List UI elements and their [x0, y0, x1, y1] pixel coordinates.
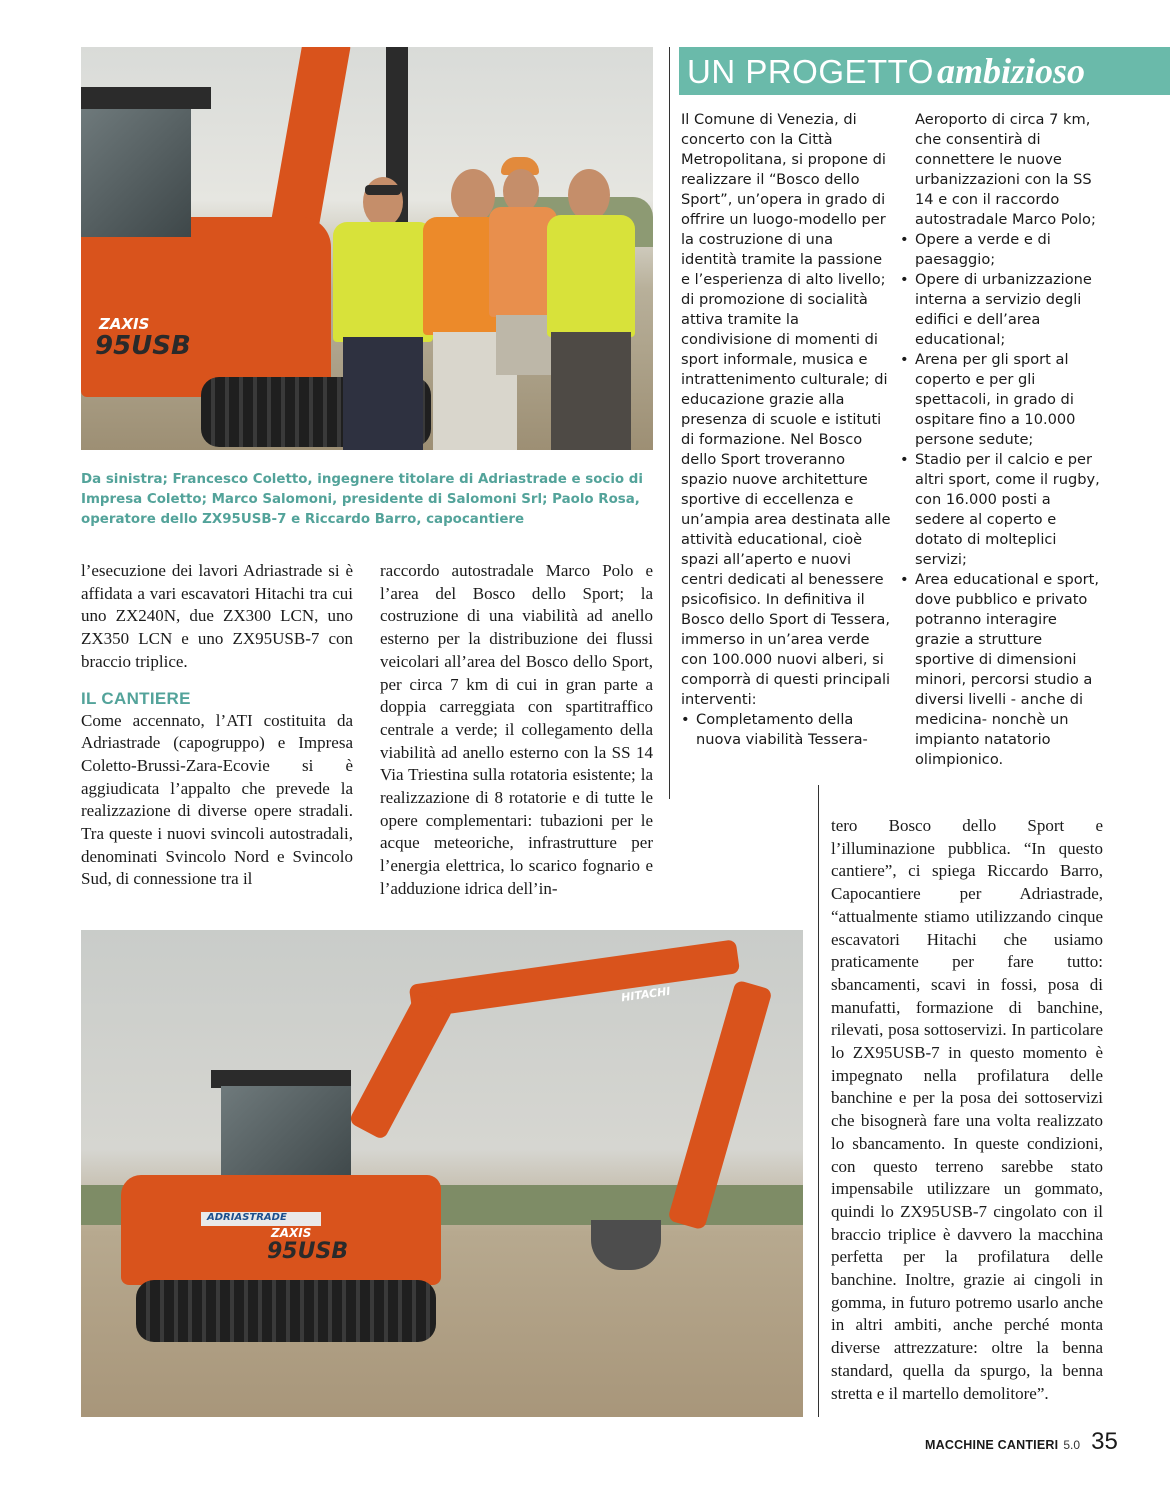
sidebar-title-banner — [679, 47, 1170, 95]
person-1-vest — [333, 222, 433, 342]
sidebar-bullet-list-right — [900, 230, 1104, 770]
sidebar-title-italic: ambizioso — [937, 51, 1086, 91]
boom-brand-label: HITACHI — [620, 984, 672, 1005]
excavator-bucket — [591, 1220, 661, 1270]
photo-caption: Da sinistra; Francesco Coletto, ingegnere titolare di Adriastrade e socio di Impresa Coletto; Marco Salomoni, presidente di Salomoni Srl; Paolo Rosa, operatore dello ZX95USB-7 e Riccardo Barro, capocantiere — [81, 472, 643, 527]
sidebar-bullet-item: • Opere di urbanizzazione interna a servizio degli edifici e dell’area educational; — [900, 270, 1104, 350]
machine-model-label: 95USB — [95, 331, 191, 361]
person-4-head — [568, 169, 610, 221]
sidebar-bullet-item: • Opere a verde e di paesaggio; — [900, 230, 1104, 270]
sidebar-bullet-continuation: Aeroporto di circa 7 km, che consentirà di connettere le nuove urbanizzazioni con la SS 14 e con il raccordo autostradale Marco Polo; — [915, 111, 1096, 228]
sidebar-bullet-list-left — [681, 710, 893, 750]
excavator-window — [81, 107, 191, 237]
excavator-roof — [81, 87, 211, 109]
excavator-window — [221, 1086, 351, 1186]
column-divider — [818, 785, 819, 1417]
excavator-cab — [81, 217, 331, 397]
magazine-version: 5.0 — [1063, 1438, 1081, 1452]
sidebar-bullet-item: • Completamento della nuova viabilità Tessera- — [681, 710, 893, 750]
photo-excavator-at-work — [81, 930, 803, 1417]
article-paragraph: raccordo autostradale Marco Polo e l’area del Bosco dello Sport; la costruzione di una viabilità ad anello esterno per la distribuzione dei flussi veicolari all’area del Bosco dello Sport, per circa 7 km di cui in gran parte a doppia carreggiata con spartitraffico centrale a verde; il collegamento della viabilità ad anello esterno con la SS 14 Via Triestina sulla rotatoria esistente; la realizzazione di 8 rotatorie e di tutte le opere complementari: tubazioni per le acque meteoriche, infrastrutture per l’energia elettrica, lo scarico fognario e l’adduzione idrica dell’in- — [380, 561, 653, 898]
excavator-track — [136, 1280, 436, 1342]
magazine-name: MACCHINE CANTIERI — [925, 1438, 1059, 1452]
photo-group-portrait — [81, 47, 653, 450]
section-heading: IL CANTIERE — [81, 688, 191, 708]
dealer-logo: ADRIASTRADE — [207, 1212, 287, 1223]
article-paragraph: tero Bosco dello Sport e l’illuminazione pubblica. “In questo cantiere”, ci spiega Riccardo Barro, Capocantiere per Adriastrade, “attualmente stiamo utilizzando cinque escavatori Hitachi che usiamo praticamente per fare tutto: sbancamenti, scavi in fossi, posa di manufatti, formazione di banchine, rilevati, posa sottoservizi. In particolare lo ZX95USB-7 in questo momento è impegnato nella profilatura delle banchine e per la posa dei sottoservizi che bisognerà fare una volta realizzato lo sbancamento. In queste condizioni, con questo terreno sarebbe stato impensabile utilizzare un gommato, quindi lo ZX95USB-7 cingolato con il braccio triplice è davvero la macchina perfetta per la profilatura delle banchine. Inoltre, grazie ai cingoli in gomma, in futuro potremo usarlo anche in altri ambiti, anche perché monta diverse attrezzature: oltre la benna standard, quella da spurgo, la benna stretta e il martello demolitore”. — [831, 816, 1103, 1403]
article-column-3 — [831, 815, 1103, 1405]
page-footer — [925, 1428, 1118, 1456]
article-column-1 — [81, 560, 353, 891]
person-4-vest — [547, 215, 635, 337]
sidebar-title-plain: UN PROGETTO — [687, 53, 934, 90]
sidebar-bullet-item: • Arena per gli sport al coperto e per gli spettacoli, in grado di ospitare fino a 10.000 persone sedute; — [900, 350, 1104, 450]
sidebar-col-right — [900, 110, 1104, 770]
article-column-2 — [380, 560, 653, 901]
machine-brand-label: ZAXIS — [271, 1226, 312, 1240]
person-2-head — [451, 169, 495, 223]
article-intro-paragraph: l’esecuzione dei lavori Adriastrade si è affidata a vari escavatori Hitachi tra cui uno ZX240N, due ZX300 LCN, uno ZX350 LCN e uno ZX95USB-7 con braccio triplice. — [81, 561, 353, 671]
person-3-shorts — [496, 315, 552, 375]
machine-brand-label: ZAXIS — [99, 315, 150, 333]
sidebar-bullet-item: • Stadio per il calcio e per altri sport, come il rugby, con 16.000 posti a sedere al coperto e dotato di molteplici servizi; — [900, 450, 1104, 570]
page-number: 35 — [1091, 1428, 1118, 1455]
sidebar-bullet-item: • Area educational e sport, dove pubblico e privato potranno interagire grazie a strutture sportive di dimensioni minori, percorsi studio a diversi livelli - anche di medicina- nonchè un impianto natatorio olimpionico. — [900, 570, 1104, 770]
article-paragraph: Come accennato, l’ATI costituita da Adriastrade (capogruppo) e Impresa Coletto-Brussi-Zara-Ecovie si è aggiudicata l’appalto che prevede la realizzazione di diverse opere stradali. Tra queste i nuovi svincoli autostradali, denominati Svincolo Nord e Svincolo Sud, di connessione tra il — [81, 710, 353, 889]
person-1-pants — [343, 337, 423, 450]
excavator-boom-base — [348, 989, 454, 1140]
sidebar-intro-text: Il Comune di Venezia, di concerto con la Città Metropolitana, si propone di realizzare il “Bosco dello Sport”, un’opera in grado di offrire un luogo-modello per la costruzione di una identità tramite la passione e l’esperienza di alto livello; di promozione di socialità attiva tramite la condivisione di momenti di sport informale, musica e intrattenimento culturale; di educazione grazie alla presenza di scuole e istituti di formazione. Nel Bosco dello Sport troveranno spazio nuove architetture sportive di eccellenza e un’ampia area destinata alle attività educational, cioè spazi all’aperto e nuovi centri dedicati al benessere psicofisico. In definitiva il Bosco dello Sport di Tessera, immerso in un’area verde con 100.000 nuovi alberi, si comporrà di questi principali interventi: — [681, 111, 891, 708]
sidebar-divider — [669, 47, 670, 799]
person-1-glasses — [365, 185, 401, 195]
excavator-boom — [409, 939, 741, 1019]
sidebar-col-left — [681, 110, 893, 750]
machine-model-label: 95USB — [267, 1239, 349, 1264]
person-4-pants — [551, 332, 631, 450]
